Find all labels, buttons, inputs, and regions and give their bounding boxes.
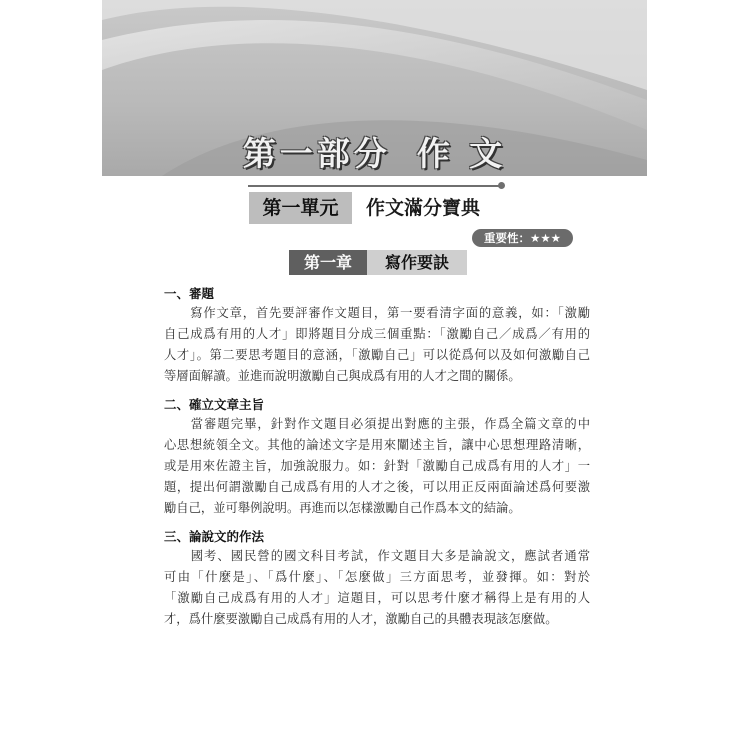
section-review-topic xyxy=(164,284,590,387)
part-subject: 作 文 xyxy=(416,134,507,173)
unit-rule-dot xyxy=(498,182,505,189)
paragraph-line: 等層面解讀。並進而說明激勵自己與成爲有用的人才之間的關係。 xyxy=(164,369,521,383)
paragraph-line: 或是用來佐證主旨，加強說服力。如：針對「激勵自己成爲有用的人才」一 xyxy=(164,459,590,473)
paragraph-line: 題，提出何謂激勵自己成爲有用的人才之後，可以用正反兩面論述爲何要激 xyxy=(164,480,590,494)
paragraph-line: 勵自己，並可舉例說明。再進而以怎樣激勵自己作爲本文的結論。 xyxy=(164,501,521,515)
paragraph-line: 自己成爲有用的人才」即將題目分成三個重點：「激勵自己／成爲／有用的 xyxy=(164,327,590,341)
chapter-tag: 第一章 xyxy=(289,250,367,275)
paragraph-line: 「激勵自己成爲有用的人才」這題目，可以思考什麼才稱得上是有用的人 xyxy=(164,591,590,605)
part-title xyxy=(102,128,647,175)
unit-rule-line xyxy=(248,185,500,187)
paragraph-line: 當審題完畢，針對作文題目必須提出對應的主張，作爲全篇文章的中 xyxy=(164,417,590,431)
section-heading: 一、審題 xyxy=(164,286,215,301)
unit-tag: 第一單元 xyxy=(249,192,352,224)
part-label: 第一部分 xyxy=(242,134,391,173)
section-main-theme xyxy=(164,395,590,519)
paragraph-line: 寫作文章，首先要評審作文題目，第一要看清字面的意義，如：「激勵 xyxy=(164,306,590,320)
section-argumentative-method xyxy=(164,527,590,630)
paragraph-line: 可由「什麼是」、「爲什麼」、「怎麼做」三方面思考，並發揮。如：對於 xyxy=(164,570,590,584)
section-heading: 二、確立文章主旨 xyxy=(164,397,265,412)
paragraph-line: 國考、國民營的國文科目考試，作文題目大多是論說文，應試者通常 xyxy=(164,549,590,563)
paragraph-line: 才，爲什麼要激勵自己成爲有用的人才，激勵自己的具體表現該怎麼做。 xyxy=(164,612,558,626)
chapter-title: 寫作要訣 xyxy=(367,250,467,275)
paragraph-line: 人才」。第二要思考題目的意涵，「激勵自己」可以從爲何以及如何激勵自己 xyxy=(164,348,590,362)
unit-title: 作文滿分寶典 xyxy=(366,197,481,219)
importance-badge: 重要性：★★★ xyxy=(472,229,573,247)
part-banner xyxy=(102,0,647,176)
body-content xyxy=(164,284,590,638)
section-heading: 三、論說文的作法 xyxy=(164,529,265,544)
paragraph-line: 心思想統領全文。其他的論述文字是用來闡述主旨，讓中心思想理路清晰， xyxy=(164,438,590,452)
